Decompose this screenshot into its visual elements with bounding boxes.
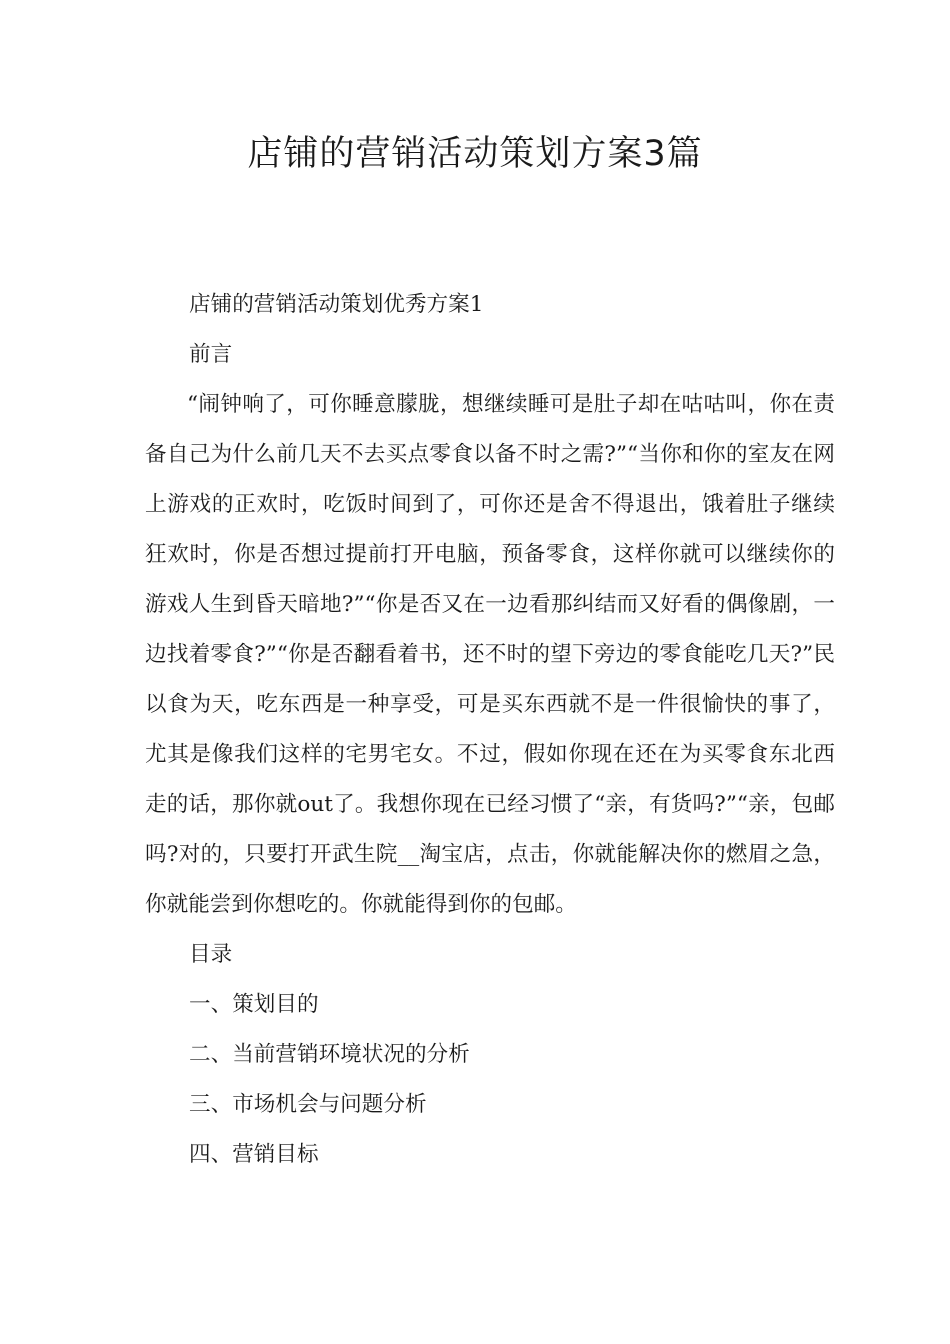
toc-item: 二、当前营销环境状况的分析 — [189, 1042, 470, 1067]
section-heading: 店铺的营销活动策划优秀方案1 — [189, 292, 484, 317]
document-body — [145, 280, 835, 1180]
toc-item: 一、策划目的 — [189, 992, 319, 1017]
document-title: 店铺的营销活动策划方案3篇 — [247, 134, 703, 174]
toc-item: 三、市场机会与问题分析 — [189, 1092, 427, 1117]
toc-list — [145, 980, 835, 1180]
toc-item: 四、营销目标 — [189, 1142, 319, 1167]
preface-paragraph: “闹钟响了，可你睡意朦胧，想继续睡可是肚子却在咕咕叫，你在责备自己为什么前几天不去买点零食以备不时之需?”“当你和你的室友在网上游戏的正欢时，吃饭时间到了，可你还是舍不得退出，饿着肚子继续狂欢时，你是否想过提前打开电脑，预备零食，这样你就可以继续你的游戏人生到昏天暗地?”“你是否又在一边看那纠结而又好看的偶像剧，一边找着零食?”“你是否翻看着书，还不时的望下旁边的零食能吃几天?”民以食为天，吃东西是一种享受，可是买东西就不是一件很愉快的事了，尤其是像我们这样的宅男宅女。不过，假如你现在还在为买零食东北西走的话，那你就out了。我想你现在已经习惯了“亲，有货吗?”“亲，包邮吗?对的，只要打开武生院__淘宝店，点击，你就能解决你的燃眉之急，你就能尝到你想吃的。你就能得到你的包邮。 — [145, 392, 835, 917]
toc-heading: 目录 — [189, 942, 233, 967]
preface-heading: 前言 — [189, 342, 233, 367]
